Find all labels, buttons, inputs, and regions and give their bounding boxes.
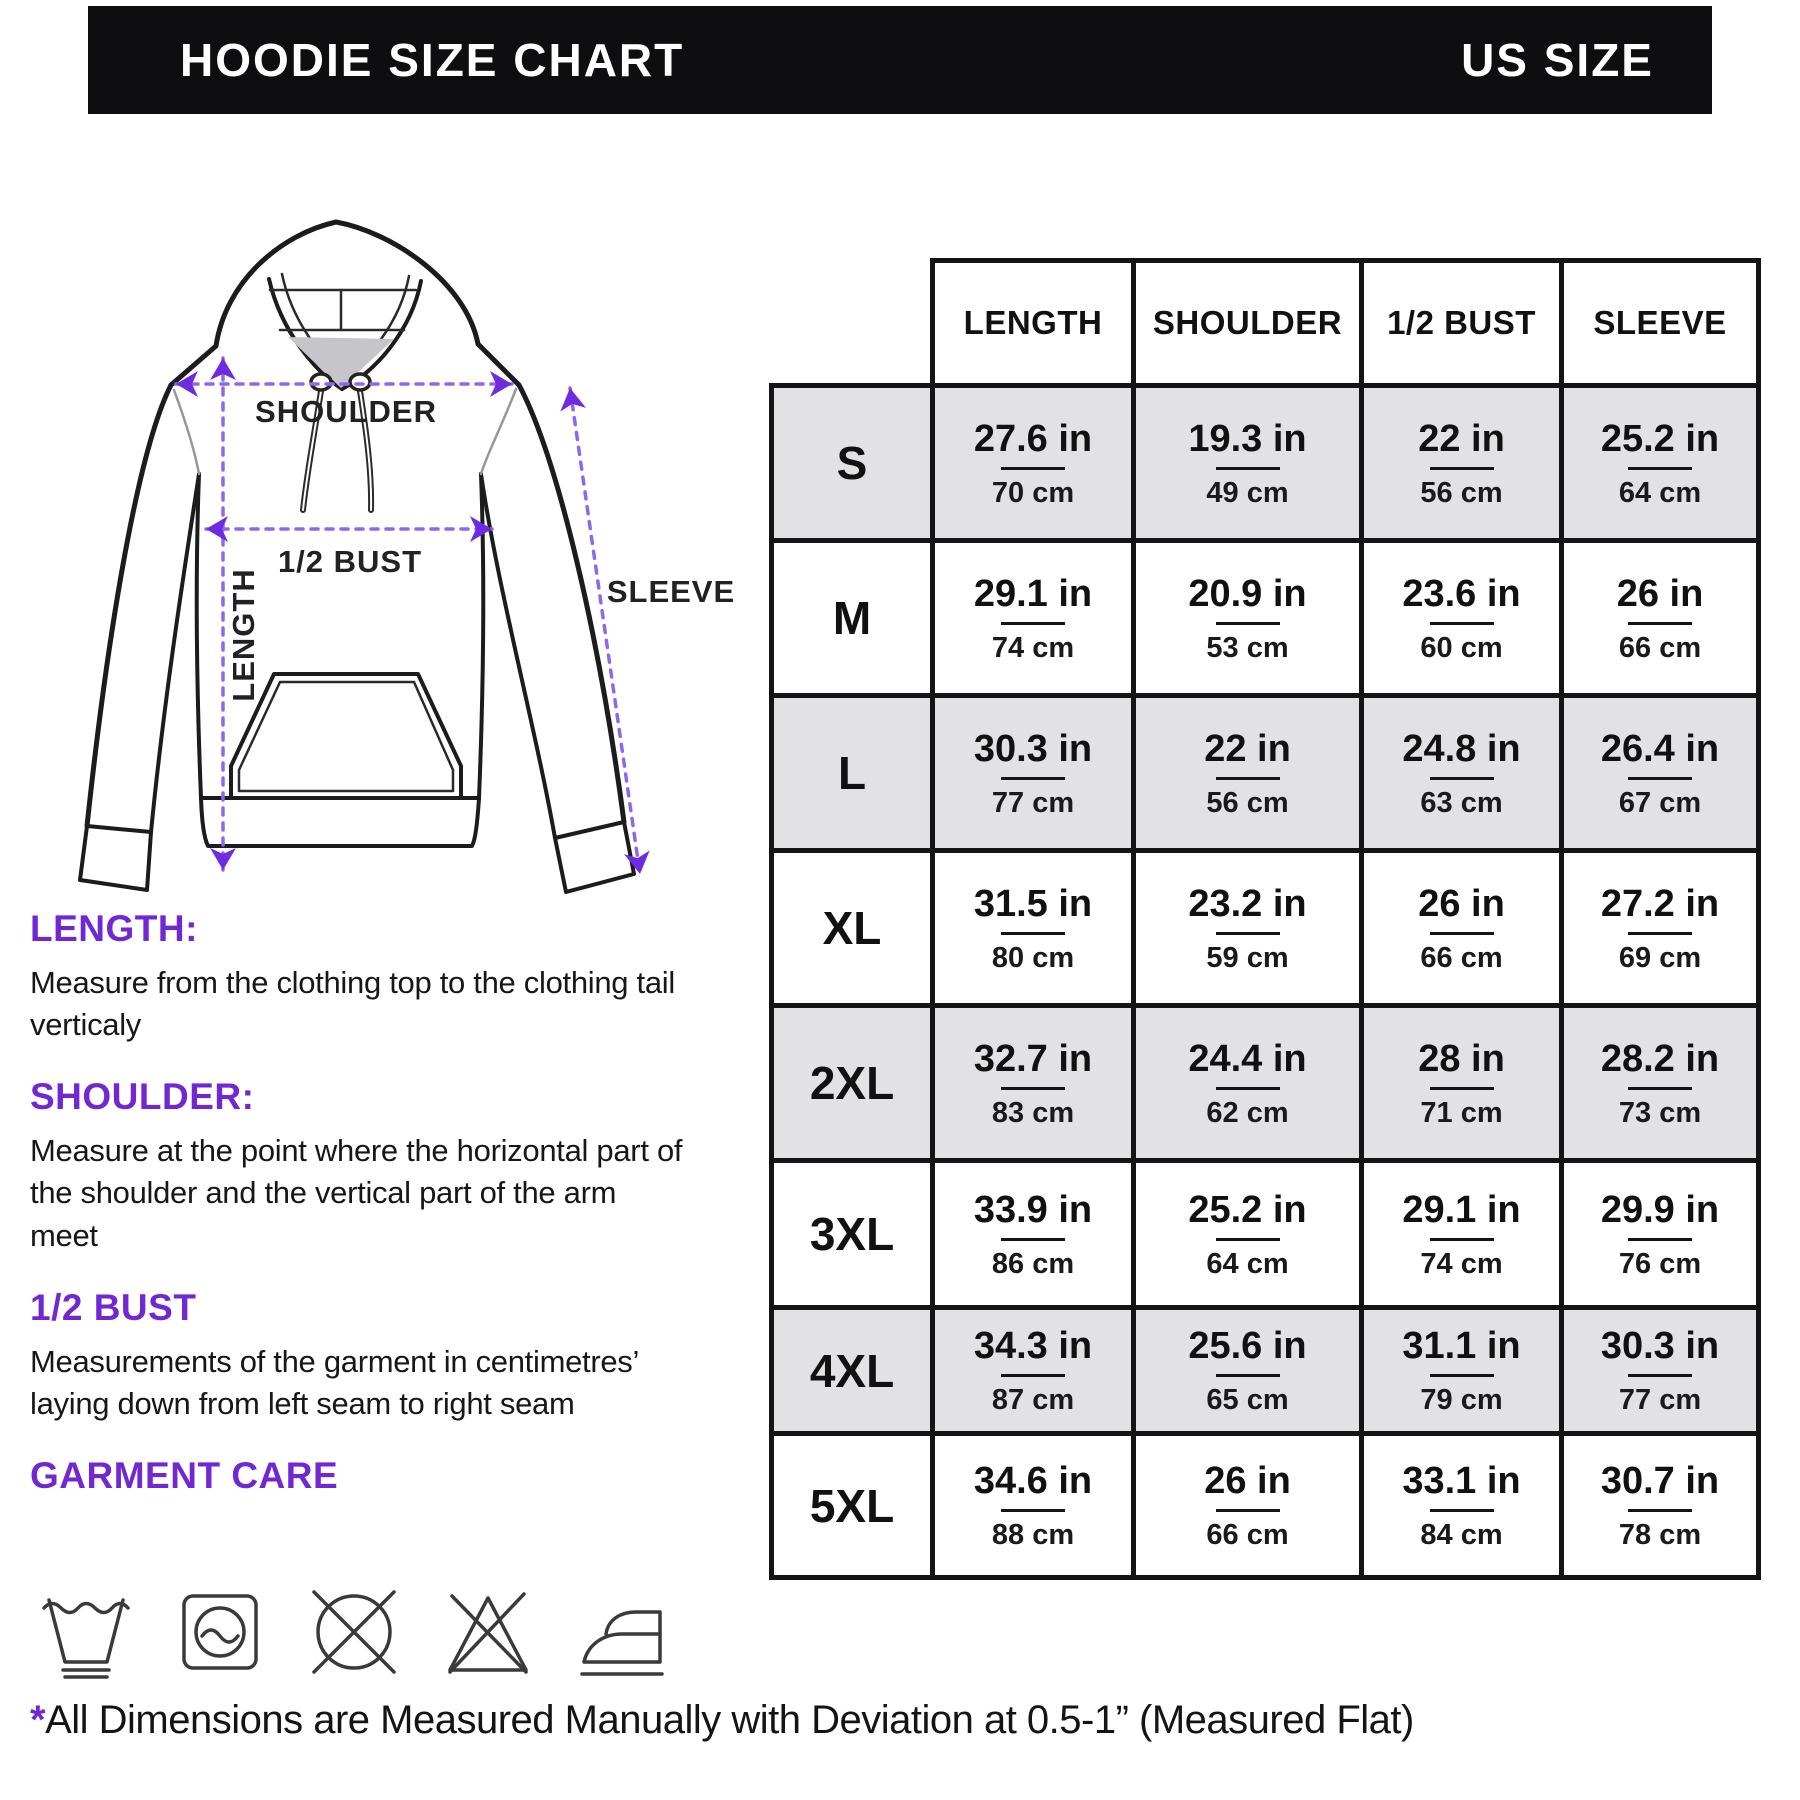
- cm-value: 83 cm: [991, 1096, 1075, 1129]
- inches-value: 34.6 in: [973, 1460, 1093, 1502]
- cm-value: 60 cm: [1420, 631, 1503, 664]
- fraction-rule: [1430, 1238, 1494, 1241]
- fraction-rule: [1001, 467, 1065, 470]
- measure-cell: [1562, 1161, 1759, 1308]
- guide-body-bust: Measurements of the garment in centimetres’ laying down from left seam to right seam: [30, 1343, 638, 1421]
- inches-value: 25.2 in: [1600, 417, 1720, 460]
- cm-value: 88 cm: [991, 1519, 1075, 1551]
- care-icons-row: [36, 1582, 672, 1682]
- inches-value: 22 in: [1418, 417, 1505, 460]
- measure-cell: [933, 851, 1134, 1006]
- cm-value: 77 cm: [1618, 1384, 1702, 1416]
- table-row: [772, 1308, 1759, 1434]
- measure-cell: [1562, 386, 1759, 541]
- table-row: [772, 386, 1759, 541]
- cm-value: 74 cm: [1420, 1247, 1503, 1280]
- fraction-rule: [1628, 1087, 1692, 1090]
- measuring-guide: [30, 908, 685, 1509]
- region-label: US SIZE: [1461, 34, 1654, 86]
- inches-value: 23.2 in: [1188, 882, 1307, 925]
- footnote-asterisk: *: [30, 1698, 46, 1742]
- table-row: [772, 851, 1759, 1006]
- table-row: [772, 541, 1759, 696]
- inches-value: 33.1 in: [1402, 1460, 1521, 1502]
- guide-section-length: [30, 908, 685, 1046]
- measure-cell: [1362, 1161, 1562, 1308]
- inches-value: 23.6 in: [1402, 572, 1521, 615]
- table-row: [772, 1161, 1759, 1308]
- size-label: 2XL: [772, 1006, 933, 1161]
- garment-care-heading: GARMENT CARE: [30, 1455, 339, 1497]
- measure-cell: [1362, 851, 1562, 1006]
- inches-value: 30.3 in: [973, 727, 1093, 770]
- fraction-rule: [1430, 1374, 1494, 1377]
- inches-value: 26 in: [1616, 572, 1704, 615]
- cm-value: 76 cm: [1618, 1247, 1702, 1280]
- inches-value: 34.3 in: [973, 1325, 1093, 1367]
- cm-value: 53 cm: [1206, 631, 1289, 664]
- cm-value: 70 cm: [991, 476, 1075, 509]
- do-not-dry-clean-icon: [304, 1582, 404, 1682]
- measure-cell: [1134, 1434, 1362, 1578]
- table-row: [772, 1006, 1759, 1161]
- cm-value: 59 cm: [1206, 941, 1289, 974]
- fraction-rule: [1001, 1238, 1065, 1241]
- guide-heading-length: LENGTH:: [30, 908, 198, 949]
- fraction-rule: [1001, 1374, 1065, 1377]
- size-table: [769, 258, 1761, 1580]
- cm-value: 62 cm: [1206, 1096, 1289, 1129]
- inches-value: 31.1 in: [1402, 1325, 1521, 1367]
- measure-cell: [933, 541, 1134, 696]
- fraction-rule: [1001, 777, 1065, 780]
- inches-value: 29.1 in: [1402, 1188, 1521, 1231]
- cm-value: 64 cm: [1206, 1247, 1289, 1280]
- measure-cell: [1362, 1006, 1562, 1161]
- inches-value: 22 in: [1204, 727, 1291, 770]
- inches-value: 27.6 in: [973, 417, 1093, 460]
- measure-cell: [1362, 1308, 1562, 1434]
- inches-value: 32.7 in: [973, 1037, 1093, 1080]
- column-header: SHOULDER: [1134, 261, 1362, 386]
- cm-value: 65 cm: [1206, 1384, 1289, 1416]
- measure-cell: [1134, 696, 1362, 851]
- measure-cell: [1134, 541, 1362, 696]
- measure-cell: [933, 1434, 1134, 1578]
- measure-cell: [1562, 541, 1759, 696]
- cm-value: 73 cm: [1618, 1096, 1702, 1129]
- inches-value: 29.1 in: [973, 572, 1093, 615]
- cm-value: 86 cm: [991, 1247, 1075, 1280]
- guide-heading-shoulder: SHOULDER:: [30, 1076, 255, 1118]
- do-not-bleach-icon: [438, 1582, 538, 1682]
- size-label: S: [772, 386, 933, 541]
- measure-cell: [933, 1006, 1134, 1161]
- fraction-rule: [1216, 622, 1280, 625]
- size-label: 5XL: [772, 1434, 933, 1578]
- inches-value: 24.8 in: [1402, 727, 1521, 770]
- fraction-rule: [1430, 467, 1494, 470]
- guide-section-bust: [30, 1287, 685, 1425]
- measure-cell: [1134, 1006, 1362, 1161]
- cm-value: 66 cm: [1420, 941, 1503, 974]
- measure-cell: [1362, 386, 1562, 541]
- measure-cell: [1362, 696, 1562, 851]
- cm-value: 66 cm: [1206, 1519, 1289, 1551]
- fraction-rule: [1216, 1374, 1280, 1377]
- cm-value: 67 cm: [1618, 786, 1702, 819]
- cm-value: 78 cm: [1618, 1519, 1702, 1551]
- fraction-rule: [1001, 932, 1065, 935]
- measure-cell: [933, 386, 1134, 541]
- cm-value: 74 cm: [991, 631, 1075, 664]
- size-label: 4XL: [772, 1308, 933, 1434]
- hoodie-diagram: [30, 180, 750, 900]
- measure-cell: [1134, 1161, 1362, 1308]
- fraction-rule: [1628, 467, 1692, 470]
- footnote-text: All Dimensions are Measured Manually with Deviation at 0.5-1” (Measured Flat): [45, 1698, 1414, 1742]
- inches-value: 24.4 in: [1188, 1037, 1307, 1080]
- cm-value: 64 cm: [1618, 476, 1702, 509]
- tumble-dry-icon: [170, 1582, 270, 1682]
- measure-cell: [1562, 696, 1759, 851]
- cm-value: 84 cm: [1420, 1519, 1503, 1551]
- measure-cell: [1134, 1308, 1362, 1434]
- table-row: [772, 696, 1759, 851]
- header-bar: [88, 6, 1712, 114]
- measure-cell: [1362, 1434, 1562, 1578]
- guide-body-shoulder: Measure at the point where the horizontal part of the shoulder and the vertical part of the arm meet: [30, 1133, 683, 1253]
- sleeve-diagram-label: SLEEVE: [606, 574, 736, 609]
- cm-value: 77 cm: [991, 786, 1075, 819]
- inches-value: 26 in: [1204, 1460, 1291, 1502]
- cm-value: 80 cm: [991, 941, 1075, 974]
- fraction-rule: [1430, 622, 1494, 625]
- cm-value: 79 cm: [1420, 1384, 1503, 1416]
- fraction-rule: [1001, 622, 1065, 625]
- cm-value: 71 cm: [1420, 1096, 1503, 1129]
- measure-cell: [1134, 386, 1362, 541]
- footnote: [30, 1698, 1414, 1743]
- inches-value: 28 in: [1418, 1037, 1505, 1080]
- column-header: SLEEVE: [1562, 261, 1759, 386]
- page-title: HOODIE SIZE CHART: [180, 34, 685, 86]
- inches-value: 33.9 in: [973, 1188, 1093, 1231]
- shoulder-diagram-label: SHOULDER: [255, 394, 437, 429]
- fraction-rule: [1216, 467, 1280, 470]
- measure-cell: [1562, 1434, 1759, 1578]
- inches-value: 27.2 in: [1600, 882, 1720, 925]
- column-header: 1/2 BUST: [1362, 261, 1562, 386]
- fraction-rule: [1216, 1509, 1280, 1512]
- size-label: 3XL: [772, 1161, 933, 1308]
- fraction-rule: [1216, 777, 1280, 780]
- fraction-rule: [1216, 1087, 1280, 1090]
- fraction-rule: [1628, 932, 1692, 935]
- measure-cell: [1562, 1308, 1759, 1434]
- size-label: M: [772, 541, 933, 696]
- cm-value: 63 cm: [1420, 786, 1503, 819]
- size-label: L: [772, 696, 933, 851]
- fraction-rule: [1001, 1509, 1065, 1512]
- fraction-rule: [1628, 1374, 1692, 1377]
- inches-value: 28.2 in: [1600, 1037, 1720, 1080]
- measure-cell: [933, 696, 1134, 851]
- bust-diagram-label: 1/2 BUST: [277, 544, 423, 579]
- guide-heading-bust: 1/2 BUST: [30, 1286, 197, 1328]
- measure-cell: [1562, 851, 1759, 1006]
- column-header: LENGTH: [933, 261, 1134, 386]
- size-label: XL: [772, 851, 933, 1006]
- fraction-rule: [1001, 1087, 1065, 1090]
- wash-gentle-icon: [36, 1582, 136, 1682]
- guide-section-shoulder: [30, 1076, 685, 1256]
- size-table-header: [772, 261, 1759, 386]
- inches-value: 30.7 in: [1600, 1460, 1720, 1502]
- cm-value: 69 cm: [1618, 941, 1702, 974]
- measure-cell: [1134, 851, 1362, 1006]
- measure-cell: [933, 1308, 1134, 1434]
- table-row: [772, 1434, 1759, 1578]
- fraction-rule: [1216, 932, 1280, 935]
- inches-value: 25.2 in: [1188, 1188, 1307, 1231]
- measure-cell: [1562, 1006, 1759, 1161]
- inches-value: 29.9 in: [1600, 1188, 1720, 1231]
- fraction-rule: [1430, 932, 1494, 935]
- inches-value: 20.9 in: [1188, 572, 1307, 615]
- iron-icon: [572, 1582, 672, 1682]
- fraction-rule: [1628, 1238, 1692, 1241]
- guide-body-length: Measure from the clothing top to the clothing tail verticaly: [30, 965, 675, 1043]
- fraction-rule: [1216, 1238, 1280, 1241]
- fraction-rule: [1628, 622, 1692, 625]
- length-diagram-label: LENGTH: [226, 568, 261, 702]
- inches-value: 19.3 in: [1188, 417, 1307, 460]
- cm-value: 66 cm: [1618, 631, 1702, 664]
- cm-value: 87 cm: [991, 1384, 1075, 1416]
- fraction-rule: [1430, 1509, 1494, 1512]
- corner-cell: [772, 261, 933, 386]
- fraction-rule: [1430, 777, 1494, 780]
- inches-value: 26.4 in: [1600, 727, 1720, 770]
- inches-value: 31.5 in: [973, 882, 1093, 925]
- inches-value: 30.3 in: [1600, 1325, 1720, 1367]
- measure-cell: [1362, 541, 1562, 696]
- cm-value: 49 cm: [1206, 476, 1289, 509]
- fraction-rule: [1430, 1087, 1494, 1090]
- measure-cell: [933, 1161, 1134, 1308]
- inches-value: 26 in: [1418, 882, 1505, 925]
- cm-value: 56 cm: [1206, 786, 1289, 819]
- inches-value: 25.6 in: [1188, 1325, 1307, 1367]
- cm-value: 56 cm: [1420, 476, 1503, 509]
- fraction-rule: [1628, 1509, 1692, 1512]
- fraction-rule: [1628, 777, 1692, 780]
